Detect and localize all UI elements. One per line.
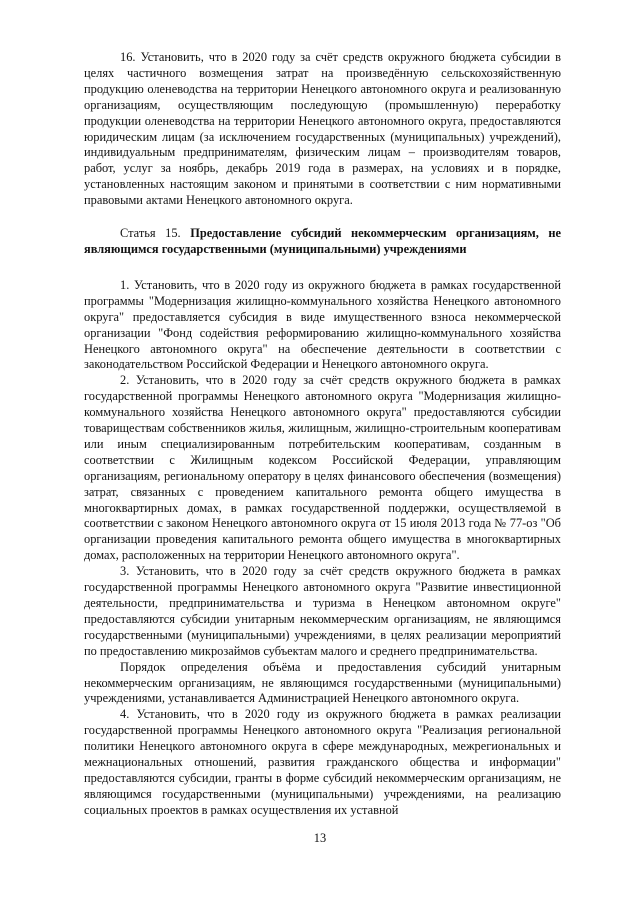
page-number: 13 — [313, 831, 327, 845]
article-item-3: 3. Установить, что в 2020 году за счёт средств окружного бюджета в рамках государственной программы Ненецкого автономного округа "Развитие инвестиционной деятельности, предпринимательства и туризма в Ненецком автономном округе" предоставляются субсидии унитарным некоммерческим организациям, не являющимся государственными (муниципальными) учреждениями, в целях реализации мероприятий по предоставлению микрозаймов субъектам малого и среднего предпринимательства. — [84, 564, 561, 658]
article-item-3-procedure: Порядок определения объёма и предоставления субсидий унитарным некоммерческим организациям, не являющимся государственными (муниципальными) учреждениями, устанавливается Администрацией Ненецкого автономного округа. — [84, 659, 561, 706]
article-heading — [84, 226, 561, 258]
document-page — [84, 50, 561, 819]
paragraph-16: 16. Установить, что в 2020 году за счёт средств окружного бюджета субсидии в целях частичного возмещения затрат на произведённую сельскохозяйственную продукцию оленеводства на территории Ненецкого автономного округа и реализованную организациям, осуществляющим последующую (промышленную) переработку продукции оленеводства на территории Ненецкого автономного округа, предоставляются юридическим лицам (за исключением государственных (муниципальных) учреждений), индивидуальным предпринимателям, физическим лицам – производителям товаров, работ, услуг за ноябрь, декабрь 2019 года в размерах, на условиях и в порядке, установленных настоящим законом и принятыми в соответствии с ним нормативными правовыми актами Ненецкого автономного округа. — [84, 50, 561, 208]
article-label: Статья 15. — [120, 226, 181, 241]
article-item-1: 1. Установить, что в 2020 году из окружного бюджета в рамках государственной программы "Модернизация жилищно-коммунального хозяйства Ненецкого автономного округа" предоставляется субсидия в виде имущественного взноса некоммерческой организации "Фонд содействия реформированию жилищно-коммунального хозяйства Ненецкого автономного округа" на обеспечение деятельности в соответствии с законодательством Российской Федерации и Ненецкого автономного округа. — [84, 277, 561, 372]
article-item-2: 2. Установить, что в 2020 году за счёт средств окружного бюджета в рамках государственной программы Ненецкого автономного округа "Модернизация жилищно-коммунального хозяйства Ненецкого автономного округа" предоставляются субсидии товариществам собственников жилья, жилищным, жилищно-строительным кооперативам или иным специализированным потребительским кооперативам, созданным в соответствии с Жилищным кодексом Российской Федерации, управляющим организациям, региональному оператору в целях финансового обеспечения (возмещения) затрат, связанных с проведением капитального ремонта общего имущества в многоквартирных домах, в рамках государственной поддержки, осуществляемой в соответствии с законом Ненецкого автономного округа от 15 июля 2013 года № 77-оз "Об организации проведения капитального ремонта общего имущества в многоквартирных домах, расположенных на территории Ненецкого автономного округа". — [84, 373, 561, 563]
article-item-4: 4. Установить, что в 2020 году из окружного бюджета в рамках реализации государственной программы Ненецкого автономного округа "Реализация региональной политики Ненецкого автономного округа в сфере международных, межрегиональных и межнациональных отношений, развития гражданского общества и информации" предоставляются субсидии, гранты в форме субсидий некоммерческим организациям, не являющимся государственными (муниципальными) учреждениями, на реализацию социальных проектов в рамках осуществления их уставной — [84, 707, 561, 817]
article-title: Предоставление субсидий некоммерческим организациям, не являющимся государственными (муниципальными) учреждениями — [84, 226, 561, 256]
